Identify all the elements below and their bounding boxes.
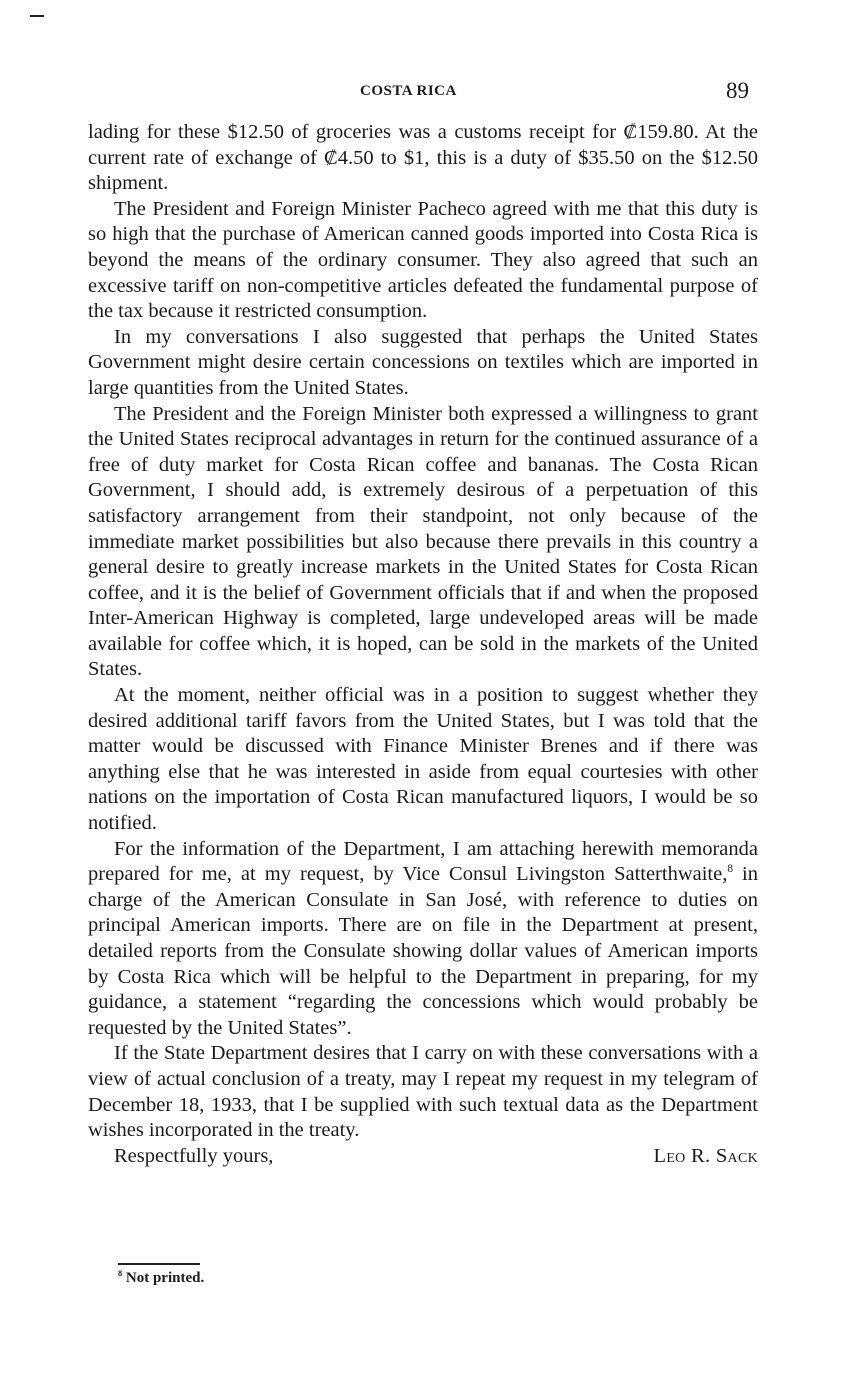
footnote-reference: 8	[727, 863, 733, 876]
paragraph-6	[88, 837, 758, 1042]
closing-line	[88, 1144, 758, 1170]
paragraph-4: The President and the Foreign Minister both expressed a willingness to grant the United States reciprocal advantages in return for the continued assurance of a free of duty market for Costa Rican coffee and bananas. The Costa Rican Government, I should add, is extremely desirous of a perpetuation of this satisfactory arrangement from their standpoint, not only because of the immediate market possibilities but also because there prevails in this country a general desire to greatly increase markets in the United States for Costa Rican coffee, and it is the belief of Government officials that if and when the proposed Inter-American Highway is completed, large undeveloped areas will be made available for coffee which, it is hoped, can be sold in the markets of the United States.	[88, 402, 758, 681]
footnote-divider	[118, 1263, 200, 1265]
footnote	[118, 1270, 204, 1287]
paragraph-7: If the State Department desires that I carry on with these conversations with a view of actual conclusion of a treaty, may I repeat my request in my telegram of December 18, 1933, that I be supplied with such textual data as the Department wishes incorporated in the treaty.	[88, 1042, 758, 1142]
paragraph-3: In my conversations I also suggested that perhaps the United States Government might desire certain concessions on textiles which are imported in large quantities from the United States.	[88, 325, 758, 399]
margin-mark	[30, 15, 44, 17]
paragraph-5: At the moment, neither official was in a position to suggest whether they desired additional tariff favors from the United States, but I was told that the matter would be discussed with Finance Minister Brenes and if there was anything else that he was interested in aside from equal courtesies with other nations on the importation of Costa Rican manufactured liquors, I would be so notified.	[88, 684, 758, 835]
document-body	[88, 120, 758, 1169]
paragraph-1: lading for these $12.50 of groceries was a customs receipt for ₡159.80. At the current rate of exchange of ₡4.50 to $1, this is a duty of $35.50 on the $12.50 shipment.	[88, 121, 758, 195]
running-title: COSTA RICA	[360, 83, 457, 99]
paragraph-6-text-b: in charge of the American Consulate in San José, with reference to duties on principal American imports. There are on file in the Department at present, detailed reports from the Consulate showing dollar values of American imports by Costa Rica which will be helpful to the Department in preparing, for my guidance, a statement “regarding the concessions which would probably be requested by the United States”.	[88, 863, 758, 1039]
valediction: Respectfully yours,	[114, 1144, 274, 1167]
running-header	[0, 78, 862, 106]
paragraph-6-text-a: For the information of the Department, I am attaching herewith memoranda prepared for me, at my request, by Vice Consul Livingston Satterthwaite,	[88, 837, 758, 886]
signature: Leo R. Sack	[653, 1144, 758, 1167]
paragraph-2: The President and Foreign Minister Pacheco agreed with me that this duty is so high that the purchase of American canned goods imported into Costa Rica is beyond the means of the ordinary consumer. They also agreed that such an excessive tariff on non-competitive articles defeated the fundamental purpose of the tax because it restricted consumption.	[88, 197, 758, 323]
page-number: 89	[726, 78, 749, 103]
footnote-marker: 8	[118, 1269, 123, 1278]
footnote-text: Not printed.	[122, 1270, 205, 1286]
